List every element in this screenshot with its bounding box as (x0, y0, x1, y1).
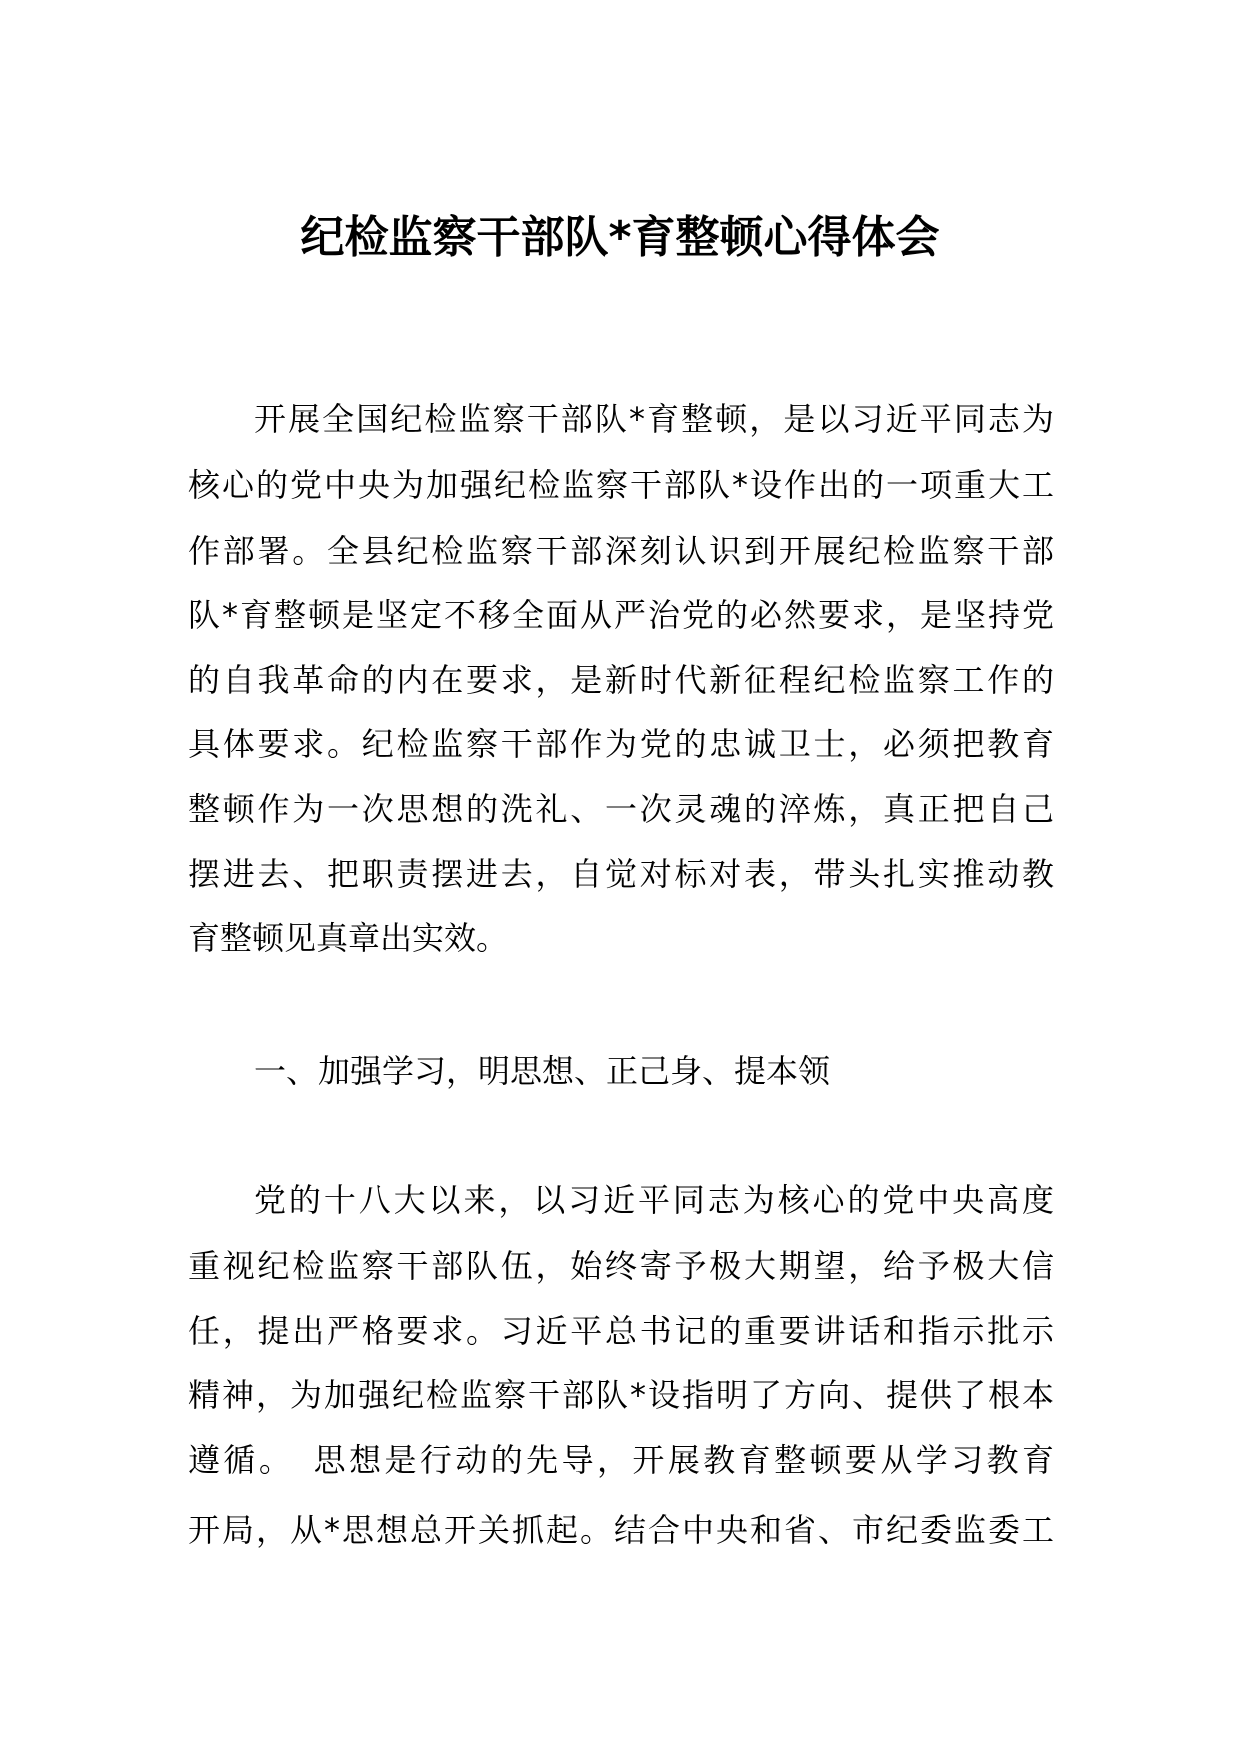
paragraph-line: 任，提出严格要求。习近平总书记的重要讲话和指示批示 (188, 1312, 1054, 1350)
paragraph-line: 具体要求。纪检监察干部作为党的忠诚卫士，必须把教育 (188, 725, 1054, 763)
paragraph-line: 开局，从*思想总开关抓起。结合中央和省、市纪委监委工 (188, 1511, 1054, 1549)
paragraph-line: 育整顿见真章出实效。 (188, 919, 509, 957)
paragraph-line: 整顿作为一次思想的洗礼、一次灵魂的淬炼，真正把自己 (188, 790, 1054, 828)
paragraph-line: 的自我革命的内在要求，是新时代新征程纪检监察工作的 (188, 661, 1054, 699)
paragraph-line: 队*育整顿是坚定不移全面从严治党的必然要求，是坚持党 (188, 596, 1054, 634)
paragraph-line: 摆进去、把职责摆进去，自觉对标对表，带头扎实推动教 (188, 855, 1054, 893)
paragraph-line: 遵循。 思想是行动的先导，开展教育整顿要从学习教育 (188, 1441, 1054, 1479)
section-heading: 一、加强学习，明思想、正己身、提本领 (254, 1052, 831, 1090)
paragraph-line: 重视纪检监察干部队伍，始终寄予极大期望，给予极大信 (188, 1247, 1054, 1285)
paragraph-line: 党的十八大以来，以习近平同志为核心的党中央高度 (254, 1181, 1054, 1219)
paragraph-line: 开展全国纪检监察干部队*育整顿，是以习近平同志为 (254, 400, 1054, 438)
document-title: 纪检监察干部队*育整顿心得体会 (300, 212, 940, 263)
paragraph-line: 作部署。全县纪检监察干部深刻认识到开展纪检监察干部 (188, 532, 1054, 570)
paragraph-line: 精神，为加强纪检监察干部队*设指明了方向、提供了根本 (188, 1376, 1054, 1414)
paragraph-line: 核心的党中央为加强纪检监察干部队*设作出的一项重大工 (188, 466, 1054, 504)
